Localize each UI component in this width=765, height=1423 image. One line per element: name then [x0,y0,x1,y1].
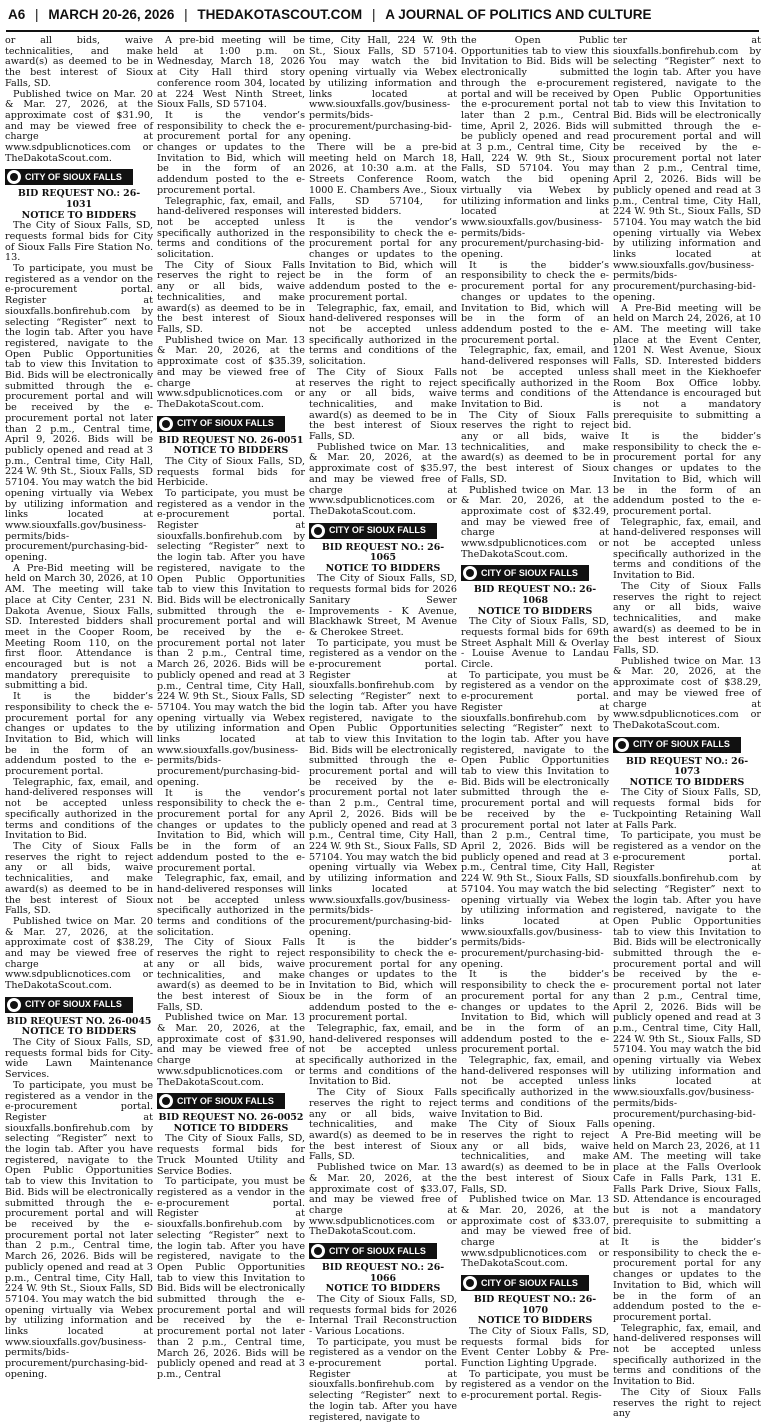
notice-paragraph: Telegraphic, fax, email, and hand-delivered responses will not be accepted unless specifically authorized in the terms and conditions of the Invitation to Bid. [461,1055,609,1120]
notice-paragraph: Published twice on Mar. 20 & Mar. 27, 2026, at the approximate cost of $31.90, and may be viewed free of charge at www.sdpublicnotices.com or TheDakotaScout.com. [5,88,153,164]
notice-paragraph: The City of Sioux Falls reserves the right to reject any or all bids, waive technicalities, and make award(s) as deemed to be in the best interest of Sioux Falls, SD. [5,841,153,917]
notice-paragraph: Telegraphic, fax, email, and hand-delivered responses will not be accepted unless specifically authorized in the terms and conditions of the solicitation. [157,873,305,938]
issue-date: MARCH 20-26, 2026 [48,7,175,22]
notice-paragraph: To participate, you must be registered as a vendor on the e-procurement portal. Register at siouxfalls.bonfirehub.com by selecting “Register” next to the login tab. After you have registered, navigate to [309,1336,457,1423]
notice-paragraph: A pre-bid meeting will be held at 1:00 p.m. on Wednesday, March 18, 2026 at City Hall third story conference room 304, located at 224 West Ninth Street, Sioux Falls, SD 57104. [157,35,305,111]
notice-title: NOTICE TO BIDDERS [629,776,745,788]
bid-request-number: BID REQUEST NO. 26-0051 [158,434,304,446]
city-seal-icon [7,998,21,1012]
notice-paragraph: A Pre-Bid meeting will be held on March 24, 2026, at 10 AM. The meeting will take place at the Event Center, 1201 N. West Avenue, Sioux Falls, SD. Interested bidders shall meet in the Kiekhoefer Room Box Office lobby. Attendance is encouraged but is not a mandatory prerequisite to submitting a bid. [613,302,761,432]
city-seal-icon [615,738,629,752]
city-banner-label: CITY OF SIOUX FALLS [177,418,274,429]
notice-paragraph: Telegraphic, fax, email, and hand-delivered responses will not be accepted unless specifically authorized in the terms and conditions of the Invitation to Bid. [309,1022,457,1088]
notice-paragraph: time, City Hall, 224 W. 9th St., Sioux Falls, SD 57104. You may watch the bid opening virtually via Webex by utilizing information and links located at www.siouxfalls.gov/business-permits/bids-procurement/purchasing-bid-opening. [309,35,457,143]
notice-paragraph: The City of Sioux Falls, SD, requests formal bids for City-wide Lawn Maintenance Services. [5,1037,153,1081]
notice-paragraph: The City of Sioux Falls, SD, requests formal bids for 2026 Sanitary Sewer Improvements - K Avenue, Blackhawk Street, M Avenue & Cherokee Street. [309,573,457,638]
notice-column-1 [5,35,153,1380]
city-banner-label: CITY OF SIOUX FALLS [481,1277,578,1288]
notice-paragraph: It is the bidder’s responsibility to check the e-procurement portal for any changes or updates to the Invitation to Bid, which will be in the form of an addendum posted to the e-procurement portal. [309,937,457,1024]
notice-paragraph: Published twice on Mar. 13 & Mar. 20, 2026, at the approximate cost of $35.97, and may be viewed free of charge at www.sdpublicnotices.com or TheDakotaScout.com. [309,441,457,517]
tagline: A JOURNAL OF POLITICS AND CULTURE [385,7,652,22]
city-seal-icon [311,1244,325,1258]
notice-paragraph: Published twice on Mar. 13 & Mar. 20, 2026, at the approximate cost of $33.07, and may be viewed free of charge at www.sdpublicnotices.com or TheDakotaScout.com. [461,1194,609,1270]
page-header [0,0,765,30]
notice-paragraph: It is the bidder’s responsibility to check the e-procurement portal for any changes or updates to the Invitation to Bid, which will be in the form of an addendum posted to the e-procurement portal. [461,259,609,346]
notice-title: NOTICE TO BIDDERS [173,445,289,457]
notice-paragraph: It is the bidder’s responsibility to check the e-procurement portal for any changes or updates to the Invitation to Bid, which will be in the form of an addendum posted to the e-procurement portal. [613,431,761,517]
bid-request-number: BID REQUEST NO.: 26-1068 [473,584,597,607]
header-separator: | [35,7,39,22]
notice-paragraph: The City of Sioux Falls, SD, requests formal bids for Event Center Lobby & Pre-Function Lighting Upgrade. [461,1325,609,1370]
notice-paragraph: It is the vendor’s responsibility to check the e-procurement portal for any changes or updates to the Invitation to Bid, which will be in the form of an addendum posted to the e-procurement portal. [157,787,305,874]
notice-paragraph: Telegraphic, fax, email, and hand-delivered responses will not be accepted unless specifically authorized in the terms and conditions of the solicitation. [309,302,457,368]
header-separator: | [184,7,188,22]
notice-paragraph: The City of Sioux Falls, SD, requests formal bids for Truck Mounted Utility and Service Bodies. [157,1133,305,1177]
notice-paragraph: The City of Sioux Falls, SD, requests formal bids for City of Sioux Falls Fire Station No. 13. [5,220,153,264]
bid-request-number: BID REQUEST NO.: 26-1066 [321,1262,445,1284]
notice-paragraph: To participate, you must be registered as a vendor on the e-procurement portal. Register at siouxfalls.bonfirehub.com by selecting “Register” next to the login tab. After you have registered, navigate to the Open Public Opportunities tab to view this Invitation to Bid. Bids will be electronically submitted through the e-procurement portal and will be received by the e-procurement portal not later than 2 p.m., Central time, April 2, 2026. Bids will be publicly opened and read at 3 p.m., Central time, City Hall, 224 W. 9th St., Sioux Falls, SD 57104. You may watch the bid opening virtually via Webex by utilizing information and links located at www.siouxfalls.gov/business-permits/bids-procurement/purchasing-bid-opening. [613,830,761,1131]
notice-column-3 [309,35,457,1423]
notice-title: NOTICE TO BIDDERS [477,1315,593,1327]
bid-request-number: BID REQUEST NO.: 26-1073 [625,755,749,778]
notice-paragraph: To participate, you must be registered as a vendor in the e-procurement portal. Register at siouxfalls.bonfirehub.com by selecting “Register” next to the login tab. After you have registered, navigate to the Open Public Opportunities tab to view this Invitation to Bid. Bids will be electronically submitted through the e-procurement portal and will be received by the e-procurement portal not later than 2 p.m., Central time, March 26, 2026. Bids will be publicly opened and read at 3 p.m., Central [157,1176,305,1380]
city-seal-icon [159,417,173,431]
notice-title: NOTICE TO BIDDERS [477,605,593,617]
notice-paragraph: The City of Sioux Falls, SD, requests formal bids for 2026 Internal Trail Reconstruction - Various Locations. [309,1293,457,1337]
notice-paragraph: The City of Sioux Falls reserves the right to reject any or all bids, waive technicalities, and make award(s) as deemed to be in the best interest of Sioux Falls, SD. [461,1119,609,1195]
notice-paragraph: the Open Public Opportunities tab to view this Invitation to Bid. Bids will be electronically submitted through the e-procurement portal and will be received by the e-procurement portal not later than 2 p.m., Central time, April 2, 2026. Bids will be publicly opened and read at 3 p.m., Central time, City Hall, 224 W. 9th St., Sioux Falls, SD 57104. You may watch the bid opening virtually via Webex by utilizing information and links located at www.siouxfalls.gov/business-permits/bids-procurement/purchasing-bid-opening. [461,35,609,261]
notice-paragraph: A Pre-Bid meeting will be held on March 30, 2026, at 10 AM. The meeting will take place at City Center, 231 N. Dakota Avenue, Sioux Falls, SD. Interested bidders shall meet in the Cooper Room, Meeting Room 110, on the first floor. Attendance is encouraged but is not a mandatory prerequisite to submitting a bid. [5,562,153,692]
city-banner-label: CITY OF SIOUX FALLS [633,739,730,750]
notice-paragraph: Published twice on Mar. 13 & Mar. 20, 2026, at the approximate cost of $31.90, and may be viewed free of charge at www.sdpublicnotices.com or TheDakotaScout.com. [157,1012,305,1088]
city-banner-label: CITY OF SIOUX FALLS [329,525,426,536]
notice-paragraph: The City of Sioux Falls reserves the right to reject any or all bids, waive technicalities, and make award(s) as deemed to be in the best interest of Sioux Falls, SD. [309,1087,457,1163]
city-banner [461,565,589,581]
notice-paragraph: To participate, you must be registered as a vendor on the e-procurement portal. Register at siouxfalls.bonfirehub.com by selecting “Register” next to the login tab. After you have registered, navigate to the Open Public Opportunities tab to view this Invitation to Bid. Bids will be electronically submitted through the e-procurement portal and will be received by the e-procurement portal not later than 2 p.m., Central time, April 2, 2026. Bids will be publicly opened and read at 3 p.m., Central time, City Hall, 224 W. 9th St., Sioux Falls, SD 57104. You may watch the bid opening virtually via Webex by utilizing information and links located at www.siouxfalls.gov/business-permits/bids-procurement/purchasing-bid-opening. [461,669,609,970]
city-seal-icon [311,524,325,538]
notice-paragraph: The City of Sioux Falls, SD, requests formal bids for Herbicide. [157,455,305,489]
bid-request-number: BID REQUEST NO. 26-0045 [6,1015,152,1027]
notice-paragraph: Telegraphic, fax, email, and hand-delivered responses will not be accepted unless specifically authorized in the terms and conditions of the Invitation to Bid. [5,776,153,842]
notice-paragraph: There will be a pre-bid meeting held on March 18, 2026, at 10:30 a.m. at the Streets Conference Room, 1000 E. Chambers Ave., Sioux Falls, SD 57104, for interested bidders. [309,142,457,218]
city-banner-label: CITY OF SIOUX FALLS [25,999,122,1010]
city-banner [309,523,437,539]
city-banner [309,1243,437,1259]
page-number: A6 [8,7,26,22]
bid-request-number: BID REQUEST NO.: 26-1070 [473,1294,597,1316]
notice-title: NOTICE TO BIDDERS [325,562,441,574]
notice-paragraph: Published twice on Mar. 20 & Mar. 27, 2026, at the approximate cost of $38.29, and may be viewed free of charge at www.sdpublicnotices.com or TheDakotaScout.com. [5,915,153,992]
header-separator: | [371,7,376,22]
notice-paragraph: Telegraphic, fax, email, and hand-delivered responses will not be accepted unless specifically authorized in the terms and conditions of the solicitation. [157,195,305,261]
notice-paragraph: It is the bidder’s responsibility to check the e-procurement portal for any changes or updates to the Invitation to Bid, which will be in the form of an addendum posted to the e-procurement portal. [613,1237,761,1323]
notice-paragraph: To participate, you must be registered as a vendor in the e-procurement portal. Register at siouxfalls.bonfirehub.com by selecting “Register” next to the login tab. After you have registered, navigate to the Open Public Opportunities tab to view this Invitation to Bid. Bids will be electronically submitted through the e-procurement portal and will be received by the e-procurement portal not later than 2 p.m., Central time, March 26, 2026. Bids will be publicly opened and read at 3 p.m., Central time, City Hall, 224 W. 9th St., Sioux Falls, SD 57104. You may watch the bid opening virtually via Webex by utilizing information and links located at www.siouxfalls.gov/business-permits/bids-procurement/purchasing-bid-opening. [157,487,305,788]
city-banner [157,416,285,432]
notice-paragraph: The City of Sioux Falls reserves the right to reject any or all bids, waive technicalities, and make award(s) as deemed to be in the best interest of Sioux Falls, SD. [309,366,457,443]
notice-title: NOTICE TO BIDDERS [173,1122,289,1134]
notice-paragraph: It is the vendor’s responsibility to check the e-procurement portal for any changes or updates to the Invitation to Bid, which will be in the form of an addendum posted to the e-procurement portal. [157,109,305,196]
notice-paragraph: Telegraphic, fax, email, and hand-delivered responses will not be accepted unless specifically authorized in the terms and conditions of the Invitation to Bid. [461,345,609,410]
notice-paragraph: The City of Sioux Falls reserves the right to reject any or all bids, waive technicalities, and make award(s) as deemed to be in the best interest of Sioux Falls, SD. [157,259,305,335]
notice-paragraph: ter at siouxfalls.bonfirehub.com by selecting “Register” next to the login tab. After you have registered, navigate to the Open Public Opportunities tab to view this Invitation to Bid. Bids will be electronically submitted through the e-procurement portal and will be received by the e-procurement portal not later than 2 p.m., Central time, April 2, 2026. Bids will be publicly opened and read at 3 p.m., Central time, City Hall, 224 W. 9th St., Sioux Falls, SD 57104. You may watch the bid opening virtually via Webex by utilizing information and links located at www.siouxfalls.gov/business-permits/bids-procurement/purchasing-bid-opening. [613,35,761,303]
city-banner-label: CITY OF SIOUX FALLS [25,172,122,183]
site-name: THEDAKOTASCOUT.COM [197,7,363,22]
city-banner [157,1093,285,1109]
notice-paragraph: To participate, you must be registered as a vendor on the e-procurement portal. Register at siouxfalls.bonfirehub.com by selecting “Register” next to the login tab. After you have registered, navigate to the Open Public Opportunities tab to view this Invitation to Bid. Bids will be electronically submitted through the e-procurement portal and will be received by the e-procurement portal not later than 2 p.m., Central time, April 9, 2026. Bids will be publicly opened and read at 3 p.m., Central time, City Hall, 224 W. 9th St., Sioux Falls, SD 57104. You may watch the bid opening virtually via Webex by utilizing information and links located at www.siouxfalls.gov/business-permits/bids-procurement/purchasing-bid-opening. [5,263,153,564]
city-banner [5,997,133,1013]
bid-request-number: BID REQUEST NO.: 26-1031 [17,188,141,211]
city-seal-icon [7,170,21,184]
notice-paragraph: Published twice on Mar. 13 & Mar. 20, 2026, at the approximate cost of $38.29, and may be viewed free of charge at www.sdpublicnotices.com or TheDakotaScout.com. [613,655,761,731]
city-banner-label: CITY OF SIOUX FALLS [481,568,578,579]
notice-paragraph: Published twice on Mar. 13 & Mar. 20, 2026, at the approximate cost of $32.49, and may be viewed free of charge at www.sdpublicnotices.com or TheDakotaScout.com. [461,484,609,560]
city-banner-label: CITY OF SIOUX FALLS [329,1245,426,1256]
notice-column-2 [157,35,305,1380]
notice-paragraph: The City of Sioux Falls reserves the right to reject any [613,1386,761,1420]
notice-paragraph: It is the vendor’s responsibility to check the e-procurement portal for any changes or updates to the Invitation to Bid, which will be in the form of an addendum posted to the e-procurement portal. [309,216,457,303]
notice-paragraph: To participate, you must be registered as a vendor on the e-procurement portal. Regis- [461,1368,609,1402]
notice-paragraph: Telegraphic, fax, email, and hand-delivered responses will not be accepted unless specifically authorized in the terms and conditions of the Invitation to Bid. [613,1322,761,1388]
notice-paragraph: Published twice on Mar. 13 & Mar. 20, 2026, at the approximate cost of $35.39, and may be viewed free of charge at www.sdpublicnotices.com or TheDakotaScout.com. [157,334,305,410]
notice-column-4 [461,35,609,1402]
city-banner [5,169,133,185]
notice-paragraph: A Pre-Bid meeting will be held on March 23, 2026, at 11 AM. The meeting will take place at the Falls Overlook Cafe in Falls Park, 131 E. Falls Park Drive, Sioux Falls, SD. Attendance is encouraged but is not a mandatory prerequisite to submitting a bid. [613,1129,761,1238]
bid-request-number: BID REQUEST NO.: 26-1065 [321,541,445,564]
bid-request-number: BID REQUEST NO. 26-0052 [158,1112,304,1124]
notice-paragraph: The City of Sioux Falls reserves the right to reject any or all bids, waive technicalities, and make award(s) as deemed to be in the best interest of Sioux Falls, SD. [461,409,609,485]
notice-title: NOTICE TO BIDDERS [325,1283,441,1295]
city-seal-icon [159,1094,173,1108]
city-seal-icon [463,1276,477,1290]
notice-title: NOTICE TO BIDDERS [21,1026,137,1038]
city-banner [461,1275,589,1291]
notice-paragraph: The City of Sioux Falls reserves the right to reject any or all bids, waive technicalities, and make award(s) as deemed to be in the best interest of Sioux Falls, SD. [157,937,305,1013]
notice-title: NOTICE TO BIDDERS [21,209,137,221]
city-seal-icon [463,566,477,580]
city-banner [613,737,741,753]
city-banner-label: CITY OF SIOUX FALLS [177,1095,274,1106]
notice-paragraph: The City of Sioux Falls, SD, requests formal bids for Tuckpointing Retaining Wall at Falls Park. [613,787,761,831]
notice-paragraph: To participate, you must be registered as a vendor on the e-procurement portal. Register at siouxfalls.bonfirehub.com by selecting “Register” next to the login tab. After you have registered, navigate to the Open Public Opportunities tab to view this Invitation to Bid. Bids will be electronically submitted through the e-procurement portal and will be received by the e-procurement portal not later than 2 p.m., Central time, April 2, 2026. Bids will be publicly opened and read at 3 p.m., Central time, City Hall, 224 W. 9th St., Sioux Falls, SD 57104. You may watch the bid opening virtually via Webex by utilizing information and links located at www.siouxfalls.gov/business-permits/bids-procurement/purchasing-bid-opening. [309,637,457,938]
notice-paragraph: or all bids, waive technicalities, and make award(s) as deemed to be in the best interest of Sioux Falls, SD. [5,35,153,89]
notice-column-5 [613,35,761,1420]
notice-paragraph: Telegraphic, fax, email, and hand-delivered responses will not be accepted unless specifically authorized in the terms and conditions of the Invitation to Bid. [613,516,761,582]
notice-paragraph: The City of Sioux Falls, SD, requests formal bids for 69th Street Asphalt Mill & Overlay - Louise Avenue to Landau Circle. [461,616,609,671]
notice-paragraph: It is the bidder’s responsibility to check the e-procurement portal for any changes or updates to the Invitation to Bid, which will be in the form of an addendum posted to the e-procurement portal. [5,691,153,778]
header-rule [6,30,759,32]
notice-columns [5,35,761,1423]
notice-paragraph: Published twice on Mar. 13 & Mar. 20, 2026, at the approximate cost of $33.07, and may be viewed free of charge at www.sdpublicnotices.com or TheDakotaScout.com. [309,1162,457,1238]
notice-paragraph: The City of Sioux Falls reserves the right to reject any or all bids, waive technicalities, and make award(s) as deemed to be in the best interest of Sioux Falls, SD. [613,580,761,657]
notice-paragraph: To participate, you must be registered as a vendor in the e-procurement portal. Register at siouxfalls.bonfirehub.com by selecting “Register” next to the login tab. After you have registered, navigate to the Open Public Opportunities tab to view this Invitation to Bid. Bids will be electronically submitted through the e-procurement portal and will be received by the e-procurement portal not later than 2 p.m., Central time, March 26, 2026. Bids will be publicly opened and read at 3 p.m., Central time, City Hall, 224 W. 9th St., Sioux Falls, SD 57104. You may watch the bid opening virtually via Webex by utilizing information and links located at www.siouxfalls.gov/business-permits/bids-procurement/purchasing-bid-opening. [5,1079,153,1380]
notice-paragraph: It is the bidder’s responsibility to check the e-procurement portal for any changes or updates to the Invitation to Bid, which will be in the form of an addendum posted to the e-procurement portal. [461,969,609,1056]
